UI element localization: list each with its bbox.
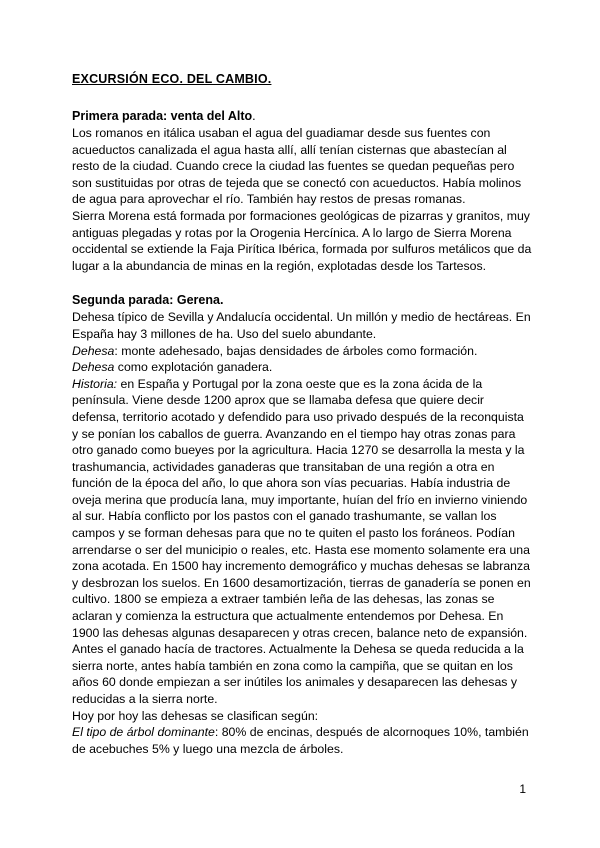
paragraph-clasificacion: Hoy por hoy las dehesas se clasifican según: <box>72 708 319 723</box>
historia-text: en España y Portugal por la zona oeste que es la zona ácida de la península. Viene desde 1200 aprox que se llamaba defesa que quiere decir defensa, territorio acotado y defendido para uso privado después de la reconquista y se ponían los caballos de guerra. Avanzando en el tiempo hay otras zonas para otro ganado como bueyes por la agricultura. Hacia 1270 se desarrolla la mesta y la trashumancia, actividades ganaderas que transitaban de una región a otra en función de la época del año, lo que ahora son vías pecuarias. Había industria de oveja merina que producía lana, muy importante, huían del frío en invierno viniendo al sur. Había conflicto por los pastos con el ganado trashumante, se vallan los campos y se forman dehesas para que no te quiten el pasto los foráneos. Podían arrendarse o ser del municipio o reales, etc. Hasta ese momento solamente era una zona acotada. En 1500 hay incremento demográfico y muchas dehesas se labranza y desbrozan los suelos. En 1600 desamortización, tierras de ganadería se ponen en cultivo. 1800 se empieza a extraer también leña de las dehesas, las zonas se aclaran y comienza la estructura que actualmente entendemos por Dehesa. En 1900 las dehesas algunas desaparecen y otras crecen, balance neto de expansión. Antes el ganado hacía de tractores. Actualmente la Dehesa se queda reducida a la sierra norte, antes había también en zona como la campiña, que se quitan en los años 60 donde empiezan a ser inútiles los animales y desaparecen las dehesas y reducidas a la sierra norte. <box>72 376 531 706</box>
section-heading-segunda-parada: Segunda parada: Gerena. <box>72 293 224 308</box>
definition-text: como explotación ganadera. <box>114 360 273 375</box>
paragraph-sierra-morena: Sierra Morena está formada por formaciones geológicas de pizarras y granitos, muy antiguas plegadas y rotas por la Orogenia Hercínica. A lo largo de Sierra Morena occidental se extiende la Faja Pirítica Ibérica, formada por sulfuros metálicos que da lugar a la abundancia de minas en la región, explotadas desde los Tartesos. <box>72 208 532 273</box>
section-gap <box>72 274 532 292</box>
document-page <box>72 72 532 757</box>
paragraph-dehesa-definicion <box>72 343 532 360</box>
term-dehesa: Dehesa <box>72 360 115 375</box>
term-tipo-arbol: El tipo de árbol dominante <box>72 725 215 740</box>
tipo-arbol-text: : 80% de encinas, después de alcornoques 10%, también de acebuches 5% y luego una mezcla de árboles. <box>72 725 529 756</box>
paragraph-romanos: Los romanos en itálica usaban el agua del guadiamar desde sus fuentes con acueductos canalizada el agua hasta allí, allí tenían cisternas que abastecían al resto de la ciudad. Cuando crece la ciudad las fuentes se quedan pequeñas pero son sustituidas por otras de tejeda que se conectó con acueductos. Había molinos de agua para aprovechar el río. También hay restos de presas romanas. <box>72 126 522 207</box>
document-title: EXCURSIÓN ECO. DEL CAMBIO. <box>72 72 272 86</box>
definition-text: : monte adehesado, bajas densidades de árboles como formación. <box>114 343 478 358</box>
term-dehesa: Dehesa <box>72 343 115 358</box>
paragraph-historia <box>72 376 532 708</box>
paragraph-dehesa-intro: Dehesa típico de Sevilla y Andalucía occidental. Un millón y medio de hectáreas. En España hay 3 millones de ha. Uso del suelo abundante. <box>72 310 531 341</box>
paragraph-tipo-arbol <box>72 724 532 757</box>
page-number: 1 <box>519 782 526 796</box>
section-heading-primera-parada <box>72 108 532 125</box>
section-segunda-parada <box>72 292 532 757</box>
heading-period: . <box>252 109 256 123</box>
term-historia: Historia: <box>72 376 118 391</box>
heading-text: Primera parada: venta del Alto <box>72 109 253 123</box>
paragraph-dehesa-explotacion <box>72 359 532 376</box>
section-primera-parada <box>72 108 532 274</box>
